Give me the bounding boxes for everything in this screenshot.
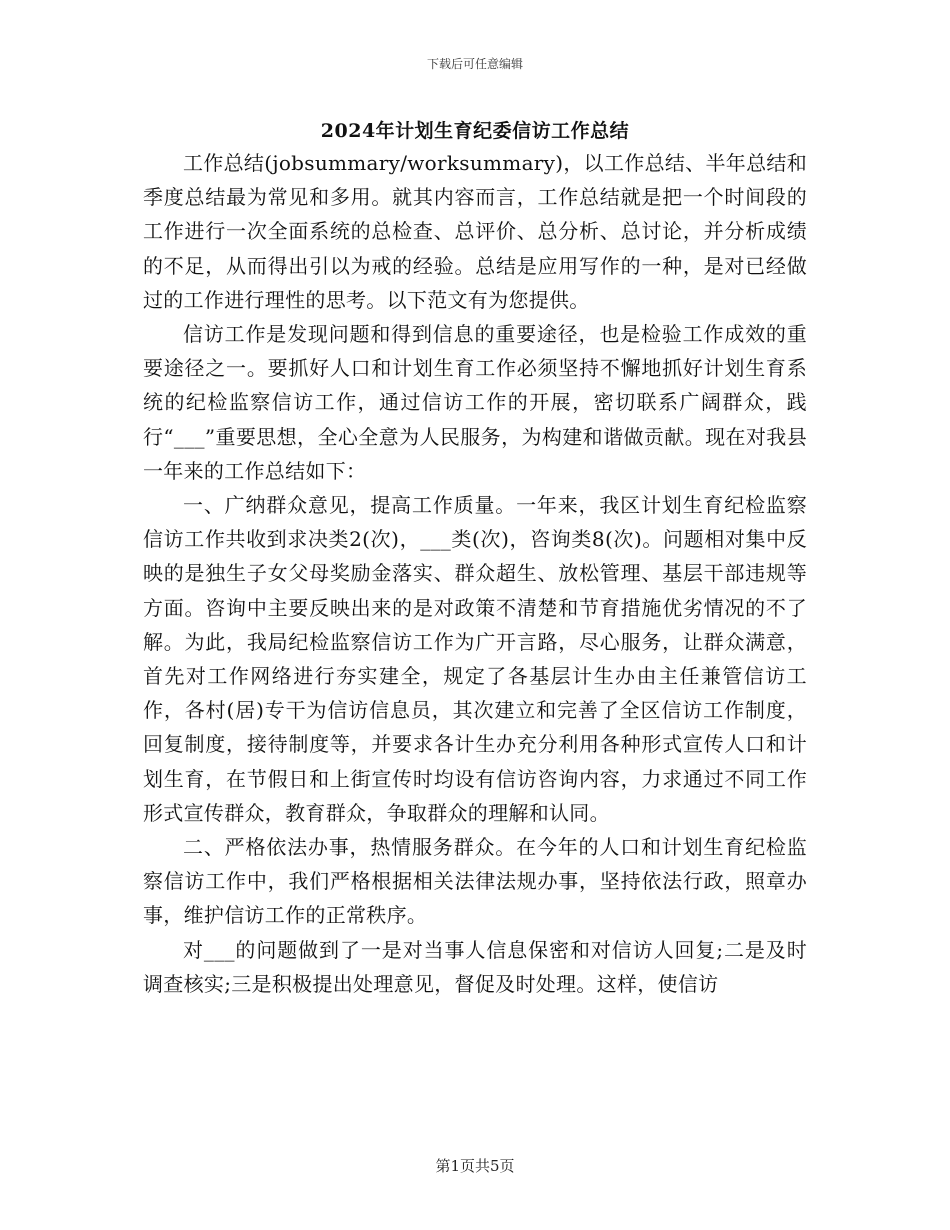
paragraph-section-two: 二、严格依法办事，热情服务群众。在今年的人口和计划生育纪检监察信访工作中，我们严格根据相关法律法规办事，坚持依法行政，照章办事，维护信访工作的正常秩序。 bbox=[143, 835, 807, 928]
paragraph-intro: 工作总结(jobsummary/worksummary)，以工作总结、半年总结和季度总结最为常见和多用。就其内容而言，工作总结就是把一个时间段的工作进行一次全面系统的总检查、总评价、总分析、总讨论，并分析成绩的不足，从而得出引以为戒的经验。总结是应用写作的一种，是对已经做过的工作进行理性的思考。以下范文有为您提供。 bbox=[143, 151, 807, 312]
page-footer: 第1页共5页 bbox=[435, 1157, 515, 1175]
paragraph-overview: 信访工作是发现问题和得到信息的重要途径，也是检验工作成效的重要途径之一。要抓好人口和计划生育工作必须坚持不懈地抓好计划生育系统的纪检监察信访工作，通过信访工作的开展，密切联系广阔群众，践行“___”重要思想，全心全意为人民服务，为构建和谐做贡献。现在对我县一年来的工作总结如下： bbox=[143, 322, 807, 483]
document-title: 2024年计划生育纪委信访工作总结 bbox=[320, 120, 630, 142]
header-note: 下载后可任意编辑 bbox=[426, 57, 523, 71]
paragraph-section-one: 一、广纳群众意见，提高工作质量。一年来，我区计划生育纪检监察信访工作共收到求决类2(次)，___类(次)，咨询类8(次)。问题相对集中反映的是独生子女父母奖励金落实、群众超生、放松管理、基层干部违规等方面。咨询中主要反映出来的是对政策不清楚和节育措施优劣情况的不了解。为此，我局纪检监察信访工作为广开言路，尽心服务，让群众满意，首先对工作网络进行夯实建全，规定了各基层计生办由主任兼管信访工作，各村(居)专干为信访信息员，其次建立和完善了全区信访工作制度，回复制度，接待制度等，并要求各计生办充分利用各种形式宣传人口和计划生育，在节假日和上街宣传时均设有信访咨询内容，力求通过不同工作形式宣传群众，教育群众，争取群众的理解和认同。 bbox=[143, 493, 807, 825]
document-body bbox=[143, 146, 807, 1001]
paragraph-handling: 对___的问题做到了一是对当事人信息保密和对信访人回复;二是及时调查核实;三是积极提出处理意见，督促及时处理。这样，使信访 bbox=[143, 937, 807, 996]
